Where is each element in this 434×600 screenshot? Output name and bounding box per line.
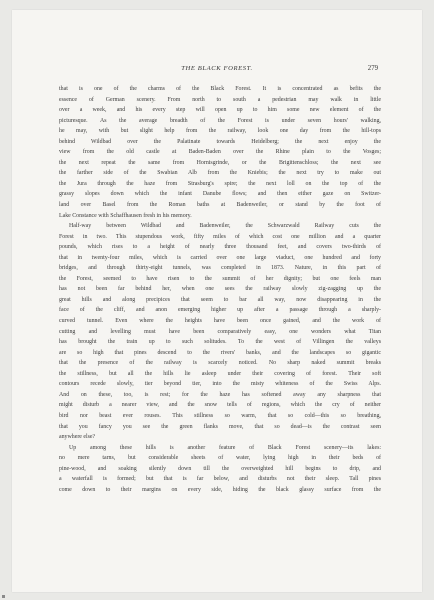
text-line: grassy slopes down which the infant Danube flows; and then either gaze on Switzer- (59, 191, 381, 198)
paragraph (59, 443, 381, 496)
text-line: picturesque. As the average breadth of the Forest is under seven hours' walking, (59, 117, 381, 124)
text-line: Forest in two. This stupendous work, fifty miles of which cost one million and a quarter (59, 233, 381, 240)
text-line: over a week, and his every step will open up to him some new element of the (59, 107, 381, 114)
text-line: the stillness, but all the hills lie asleep under their covering of forest. Their soft (59, 370, 381, 377)
book-page (12, 10, 422, 592)
text-line: behind Wildbad over the Palatinate towards Heidelberg; the next enjoy the (59, 138, 381, 145)
paragraph (59, 84, 381, 221)
text-line: Lake Constance with Schaffhausen fresh in his memory. (59, 212, 192, 219)
text-line: land over Basel from the Roman baths at Badenweiler, or stand by the foot of (59, 202, 381, 209)
text-line: curved tunnel. Even where the heights have been once gained, and the work of (59, 318, 381, 325)
text-line: And on these, too, is rest; for the haze has softened away any sharpness that (59, 391, 381, 398)
text-line: cutting and levelling must have been comparatively easy, one wonders what Titan (59, 328, 381, 335)
text-line: great hills and along precipices that seem to bar all way, now disappearing in the (59, 296, 381, 303)
text-line: that the presence of the railway is scarcely noticed. No sharp naked summit breaks (59, 360, 381, 367)
text-line: might disturb a nearer view, and the snow tells of regions, which the cry of neither (59, 402, 381, 409)
running-title: THE BLACK FOREST. (181, 65, 253, 72)
text-line: the Jura through the haze from Strasburg's spire; the next loll on the top of the (59, 180, 381, 187)
scan-corner-mark (2, 595, 5, 598)
text-line: bridges, and through thirty-eight tunnels, was completed in 1873. Nature, in this part of (59, 265, 381, 272)
text-line: Up among these hills is another feature of Black Forest scenery—its lakes: (69, 444, 381, 451)
text-line: are so high that pines descend to the rivers' banks, and the landscapes so gigantic (59, 349, 381, 356)
text-line: pine-wood, and soaking silently down till the overweighted hill begins to drip, and (59, 465, 381, 472)
text-line: a waterfall is formed; but that is far below, and disturbs not their sleep. Tall pines (59, 476, 381, 483)
page-number: 279 (367, 65, 378, 72)
text-line: that is one of the charms of the Black Forest. It is concentrated as befits the (59, 86, 381, 92)
text-line: has brought the train up to such solitudes. To the west of Villingen the valleys (59, 339, 381, 346)
text-line: face of the cliff, and anon emerging higher up after a passage through a sharply- (59, 307, 381, 314)
text-line: anywhere else? (59, 434, 96, 441)
body-text (59, 84, 381, 495)
text-line: the Forest, seemed to have risen to the summit of her dignity; but one feels man (59, 275, 381, 282)
text-line: the next repeat the same from Hornisgrinde, or the Brigittenschloss; the next see (59, 159, 381, 166)
text-line: that in twenty-four miles, which is carried over one large viaduct, one hundred and forty (59, 254, 381, 261)
text-line: bird nor beast ever rouses. This stillness so warm, that so cold—this so breathing, (59, 412, 381, 419)
text-line: come down to their margins on every side, hiding the black glassy surface from the (59, 486, 381, 493)
text-line: no mere tarns, but considerable sheets of water, lying high in their beds of (59, 455, 381, 462)
text-line: view from the old castle at Baden-Baden over the Rhine plain to the Vosges; (59, 149, 381, 156)
text-line: that you fancy you see the green flanks move, that so dead—is the contrast seen (59, 423, 381, 430)
page-header (12, 65, 422, 77)
text-line: Half-way between Wildbad and Badenweiler, the Schwarzwald Railway cuts the (69, 223, 381, 230)
text-line: pounds, which rises to a height of nearly three thousand feet, and covers two-thirds of (59, 244, 381, 251)
text-line: he may, with but slight help from the railway, look one day from the hill-tops (59, 128, 381, 135)
paragraph (59, 221, 381, 442)
text-line: the farther side of the Swabian Alb from the Kniebis; the next try to make out (59, 170, 381, 177)
text-line: essence of German scenery. From north to south a pedestrian may walk in little (59, 96, 381, 103)
text-line: has not been far behind her, when one sees the railway slowly zig-zagging up the (59, 286, 381, 293)
text-line: contours recede slowly, tier beyond tier, into the misty whiteness of the Swiss Alps. (59, 381, 381, 388)
